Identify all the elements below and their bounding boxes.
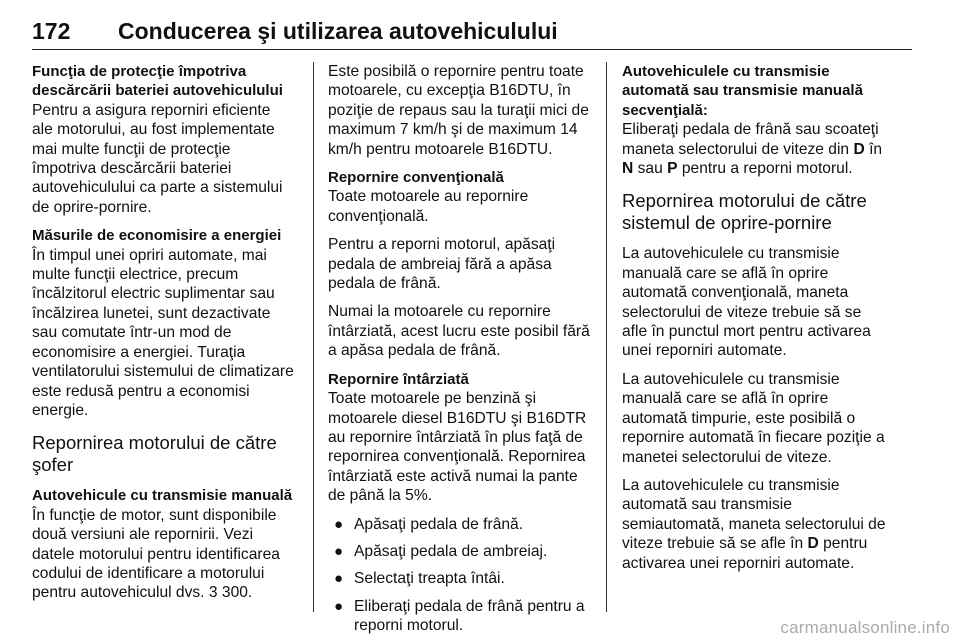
gear-p-label: P (667, 160, 678, 178)
bullet-icon: ● (334, 542, 344, 560)
section-heading-system-restart: Repornirea motorului de către sistemul de oprire-pornire (622, 190, 867, 234)
gear-n-label: N (622, 160, 634, 178)
page-reference-link[interactable]: 300. (221, 584, 253, 602)
paragraph-restart-intro: Este posibilă o repornire pentru toate motoarele, cu excepţia B16DTU, în poziţie de repaus sau la turaţii mici de maximum 7 km/h şi de maximum 14 km/h pentru motoarele B16DTU. (328, 63, 589, 158)
paragraph-conventional-3: Numai la motoarele cu repornire întârziată, acest lucru este posibil fără a apăsa pedala de frână. (328, 303, 590, 360)
paragraph-system-1: La autovehiculele cu transmisie manuală care se află în oprire automată convenţională, maneta selectorului de viteze trebuie să se afle în punctul mort pentru activarea unei reporniri automate. (622, 245, 871, 360)
paragraph-system-2: La autovehiculele cu transmisie manuală care se află în oprire automată timpurie, este posibilă o repornire automată în fiecare poziţie a manetei selectorului de viteze. (622, 370, 885, 466)
gear-d-label: D (853, 140, 865, 158)
page-title: Conducerea şi utilizarea autovehiculului (118, 18, 558, 44)
bullet-icon: ● (334, 515, 344, 533)
gear-d-label: D (807, 535, 819, 553)
column-divider-2 (606, 62, 607, 612)
paragraph-energy-saving: În timpul unei opriri automate, mai multe funcţii electrice, precum încălzitorul electric suplimentar sau încălzirea lunetei, sunt dezactivate sau comutate într-un mod de economisire a energiei. Turaţia ventilatorului sistemului de climatizare este redusă pentru a economisi energie. (32, 246, 294, 419)
heading-manual-transmission: Autovehicule cu transmisie manuală (32, 487, 293, 505)
heading-delayed-restart: Repornire întârziată (328, 370, 469, 388)
list-item (328, 515, 592, 534)
heading-sequential-transmission: Autovehiculele cu transmisie automată sau transmisie manuală secvenţială: (622, 63, 863, 119)
text-fragment: pentru activarea unei reporniri automate. (622, 535, 868, 572)
paragraph-manual-transmission (32, 506, 294, 603)
list-item-text: Apăsaţi pedala de ambreiaj. (354, 542, 548, 560)
text-fragment: sau (637, 160, 663, 178)
heading-conventional-restart: Repornire convenţională (328, 169, 504, 187)
heading-battery-protection: Funcţia de protecţie împotriva descărcării bateriei autovehiculului (32, 63, 283, 100)
heading-energy-saving: Măsurile de economisire a energiei (32, 227, 282, 245)
column-divider-1 (313, 62, 314, 612)
paragraph-conventional-2: Pentru a reporni motorul, apăsaţi pedala de ambreiaj fără a apăsa pedala de frână. (328, 236, 556, 293)
text-fragment: pentru a reporni motorul. (681, 160, 853, 178)
paragraph-conventional-1: Toate motoarele au repornire convenţională. (328, 188, 529, 225)
paragraph-battery-protection: Pentru a asigura reporniri eficiente ale motorului, au fost implementate mai multe funcţii de protecţie împotriva descărcării bateriei autovehiculului ca parte a sistemului de oprire-pornire. (32, 101, 283, 216)
bullet-icon: ● (334, 570, 344, 588)
paragraph-sequential (622, 120, 888, 178)
text-fragment: Eliberaţi pedala de frână sau scoateţi maneta selectorului de viteze din (622, 121, 879, 158)
column-3 (622, 62, 888, 582)
paragraph-system-3 (622, 476, 888, 573)
list-item-text: Apăsaţi pedala de frână. (354, 515, 524, 533)
watermark: carmanualsonline.info (780, 618, 950, 637)
page-header (32, 8, 912, 50)
section-heading-driver-restart: Repornirea motorului de către şofer (32, 432, 277, 476)
list-item (328, 597, 592, 636)
text-fragment: La autovehiculele cu transmisie automată sau transmisie semiautomată, maneta selectorului de viteze trebuie să se afle în (622, 476, 886, 553)
page-number: 172 (32, 18, 71, 44)
text-fragment: în (869, 140, 883, 158)
list-item (328, 569, 592, 588)
paragraph-manual-text: În funcţie de motor, sunt disponibile două versiuni ale repornirii. Vezi datele motorului pentru identificarea codului de identificare a motorului pentru autovehiculul dvs. (32, 506, 280, 602)
paragraph-delayed-restart: Toate motoarele pe benzină şi motoarele diesel B16DTU şi B16DTR au repornire întârziată în plus faţă de repornirea convenţională. Repornirea întârziată este activă numai la pante de până la 5%. (328, 390, 587, 505)
column-2 (328, 62, 592, 644)
page-reference-arrow-icon: 3 (208, 584, 218, 602)
list-item-text: Eliberaţi pedala de frână pentru a reporni motorul. (354, 597, 585, 635)
bullet-icon: ● (334, 597, 344, 615)
list-item-text: Selectaţi treapta întâi. (354, 570, 505, 588)
list-item (328, 542, 592, 561)
column-1 (32, 62, 294, 612)
